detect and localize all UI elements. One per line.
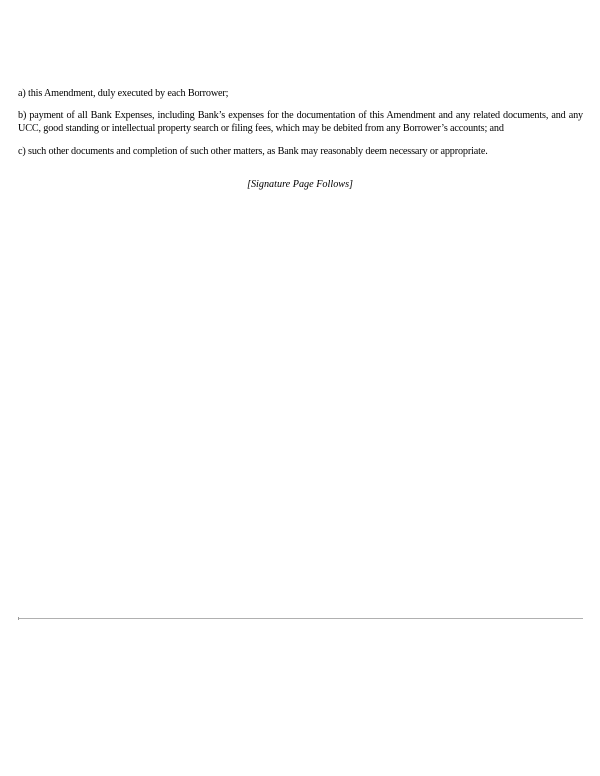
divider-notch xyxy=(18,617,19,620)
page-divider xyxy=(18,618,583,619)
list-item-b: b) payment of all Bank Expenses, including Bank’s expenses for the documentation of this Amendment and any related documents, and any UCC, good standing or intellectual property search or filing fees, which may be debited from any Borrower’s accounts; and xyxy=(18,110,583,134)
signature-page-notice: [Signature Page Follows] xyxy=(246,179,354,190)
list-item-c: c) such other documents and completion of such other matters, as Bank may reasonably deem necessary or appropriate. xyxy=(18,146,488,157)
list-item-a: a) this Amendment, duly executed by each Borrower; xyxy=(18,88,229,99)
